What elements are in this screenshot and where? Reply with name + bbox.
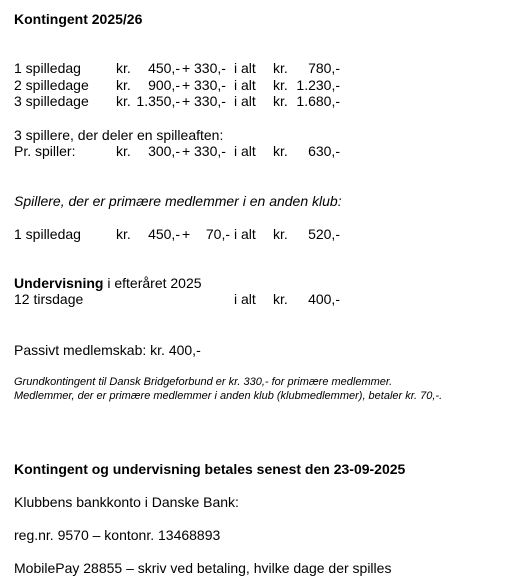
page-title: Kontingent 2025/26: [14, 11, 143, 27]
bank-account: reg.nr. 9570 – kontonr. 13468893: [14, 527, 221, 543]
teaching-heading-bold: Undervisning: [14, 275, 104, 291]
rate-ialt: i alt: [234, 60, 256, 76]
shared-plus: +: [182, 143, 191, 159]
teaching-kr2: kr.: [273, 291, 288, 307]
shared-kr2: kr.: [273, 143, 288, 159]
passive-membership: Passivt medlemskab: kr. 400,-: [14, 342, 201, 358]
payment-deadline: Kontingent og undervisning betales senest den 23-09-2025: [14, 461, 406, 477]
shared-ialt: i alt: [234, 143, 256, 159]
shared-kr: kr.: [116, 143, 131, 159]
teaching-heading: [14, 275, 202, 291]
rate-extra: 330,-: [194, 93, 226, 109]
note-line: Medlemmer, der er primære medlemmer i anden klub (klubmedlemmer), betaler kr. 70,-.: [14, 390, 443, 402]
note-line: Grundkontingent til Dansk Bridgeforbund er kr. 330,- for primære medlemmer.: [14, 376, 393, 388]
other-club-kr: kr.: [116, 226, 131, 242]
other-club-extra: 70,-: [205, 226, 230, 242]
shared-label: Pr. spiller:: [14, 143, 76, 159]
rate-total: 780,-: [308, 60, 340, 76]
shared-total: 630,-: [308, 143, 340, 159]
rate-amount: 900,-: [148, 77, 180, 93]
rate-extra: 330,-: [194, 60, 226, 76]
rate-plus: +: [182, 77, 191, 93]
rate-plus: +: [182, 60, 191, 76]
rate-amount: 1.350,-: [136, 93, 180, 109]
rate-total: 1.680,-: [296, 93, 340, 109]
other-club-total: 520,-: [308, 226, 340, 242]
shared-amount: 300,-: [148, 143, 180, 159]
other-club-ialt: i alt: [234, 226, 256, 242]
mobilepay-info: MobilePay 28855 – skriv ved betaling, hvilke dage der spilles: [14, 560, 392, 576]
other-club-heading: Spillere, der er primære medlemmer i en anden klub:: [14, 193, 342, 209]
rate-label: 3 spilledage: [14, 93, 89, 109]
rate-plus: +: [182, 93, 191, 109]
rate-extra: 330,-: [194, 77, 226, 93]
other-club-label: 1 spilledag: [14, 226, 81, 242]
teaching-total: 400,-: [308, 291, 340, 307]
rate-total: 1.230,-: [296, 77, 340, 93]
rate-kr2: kr.: [273, 60, 288, 76]
teaching-ialt: i alt: [234, 291, 256, 307]
shared-heading: 3 spillere, der deler en spilleaften:: [14, 127, 224, 143]
other-club-amount: 450,-: [148, 226, 180, 242]
shared-extra: 330,-: [194, 143, 226, 159]
rate-kr2: kr.: [273, 77, 288, 93]
rate-kr: kr.: [116, 93, 131, 109]
bank-info: Klubbens bankkonto i Danske Bank:: [14, 494, 239, 510]
other-club-kr2: kr.: [273, 226, 288, 242]
rate-kr: kr.: [116, 77, 131, 93]
rate-amount: 450,-: [148, 60, 180, 76]
rate-ialt: i alt: [234, 77, 256, 93]
teaching-heading-rest: i efteråret 2025: [103, 275, 202, 291]
rate-label: 2 spilledage: [14, 77, 89, 93]
rate-kr2: kr.: [273, 93, 288, 109]
teaching-label: 12 tirsdage: [14, 291, 84, 307]
other-club-plus: +: [182, 226, 191, 242]
rate-label: 1 spilledag: [14, 60, 81, 76]
rate-kr: kr.: [116, 60, 131, 76]
rate-ialt: i alt: [234, 93, 256, 109]
